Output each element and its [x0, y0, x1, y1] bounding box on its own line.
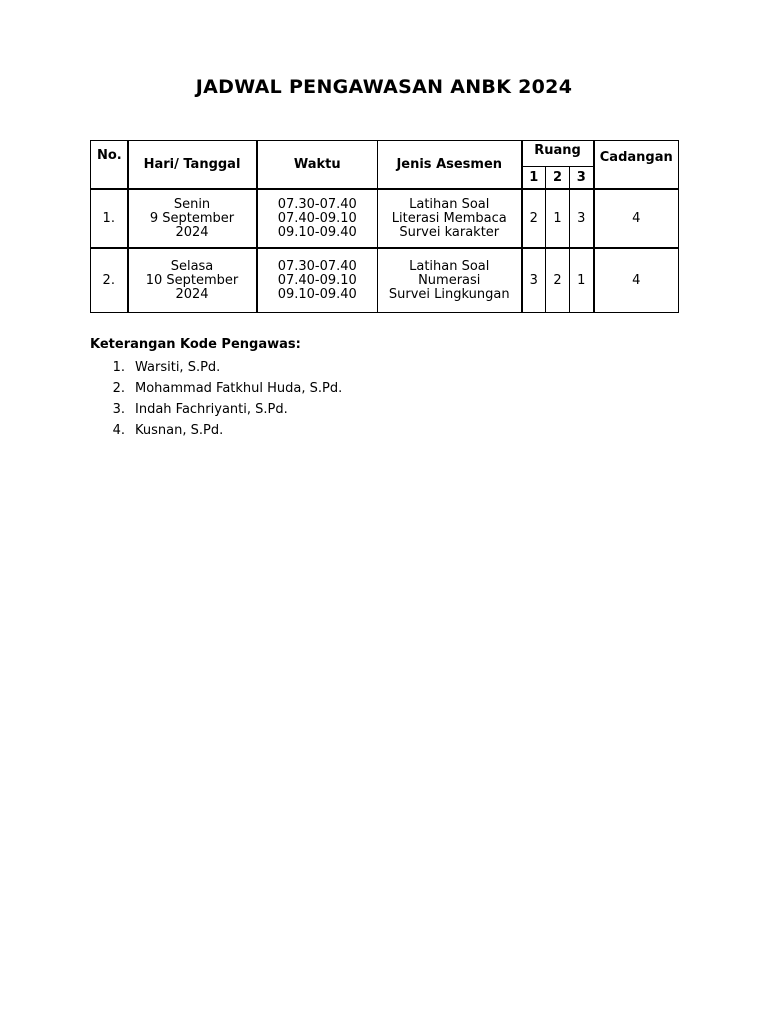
cell-no: 1.	[91, 189, 128, 248]
header-jenis-asesmen: Jenis Asesmen	[378, 141, 522, 190]
list-item	[90, 357, 342, 378]
list-item	[90, 399, 342, 420]
header-no: No.	[91, 141, 128, 190]
cell-ruang-2: 1	[546, 189, 570, 248]
list-item-number: 1.	[112, 360, 125, 375]
cell-ruang-1: 2	[522, 189, 546, 248]
cell-time: 07.30-07.40	[277, 258, 357, 274]
header-ruang-1: 1	[522, 167, 546, 190]
legend-title: Keterangan Kode Pengawas:	[90, 337, 301, 352]
cell-assessment: Survei karakter	[399, 224, 500, 240]
page-title: JADWAL PENGAWASAN ANBK 2024	[195, 76, 573, 98]
legend	[90, 337, 342, 441]
header-ruang: Ruang	[522, 141, 594, 167]
table-row	[91, 248, 679, 313]
table-row	[91, 189, 679, 248]
header-ruang-2: 2	[546, 167, 570, 190]
cell-waktu	[257, 189, 378, 248]
cell-assessment: Literasi Membaca	[391, 210, 507, 226]
header-waktu: Waktu	[257, 141, 378, 190]
list-item-name: Kusnan, S.Pd.	[135, 423, 224, 438]
list-item	[90, 420, 342, 441]
cell-time: 07.40-09.10	[277, 272, 357, 288]
header-cadangan: Cadangan	[594, 141, 679, 190]
cell-day: Selasa	[170, 258, 214, 274]
cell-waktu	[257, 248, 378, 313]
cell-jenis-asesmen	[378, 189, 522, 248]
list-item-name: Mohammad Fatkhul Huda, S.Pd.	[135, 381, 343, 396]
cell-hari-tanggal	[128, 189, 257, 248]
cell-ruang-3: 1	[570, 248, 594, 313]
cell-date: 9 September	[149, 210, 235, 226]
cell-assessment: Latihan Soal	[409, 258, 490, 274]
cell-cadangan: 4	[594, 248, 679, 313]
cell-year: 2024	[175, 286, 209, 302]
list-item-number: 3.	[112, 402, 125, 417]
cell-year: 2024	[175, 224, 209, 240]
cell-hari-tanggal	[128, 248, 257, 313]
cell-assessment: Latihan Soal	[409, 196, 490, 212]
cell-jenis-asesmen	[378, 248, 522, 313]
cell-time: 09.10-09.40	[277, 224, 357, 240]
header-ruang-3: 3	[570, 167, 594, 190]
legend-list	[90, 357, 342, 441]
list-item	[90, 378, 342, 399]
header-hari-tanggal: Hari/ Tanggal	[128, 141, 257, 190]
cell-day: Senin	[173, 196, 211, 212]
list-item-name: Indah Fachriyanti, S.Pd.	[135, 402, 288, 417]
cell-time: 07.30-07.40	[277, 196, 357, 212]
cell-ruang-3: 3	[570, 189, 594, 248]
list-item-number: 4.	[112, 423, 125, 438]
cell-no: 2.	[91, 248, 128, 313]
list-item-number: 2.	[112, 381, 125, 396]
cell-assessment: Numerasi	[418, 272, 481, 288]
list-item-name: Warsiti, S.Pd.	[135, 360, 221, 375]
schedule-table	[90, 140, 679, 313]
cell-ruang-1: 3	[522, 248, 546, 313]
cell-time: 07.40-09.10	[277, 210, 357, 226]
cell-time: 09.10-09.40	[277, 286, 357, 302]
cell-ruang-2: 2	[546, 248, 570, 313]
cell-cadangan: 4	[594, 189, 679, 248]
cell-assessment: Survei Lingkungan	[388, 286, 510, 302]
cell-date: 10 September	[145, 272, 239, 288]
